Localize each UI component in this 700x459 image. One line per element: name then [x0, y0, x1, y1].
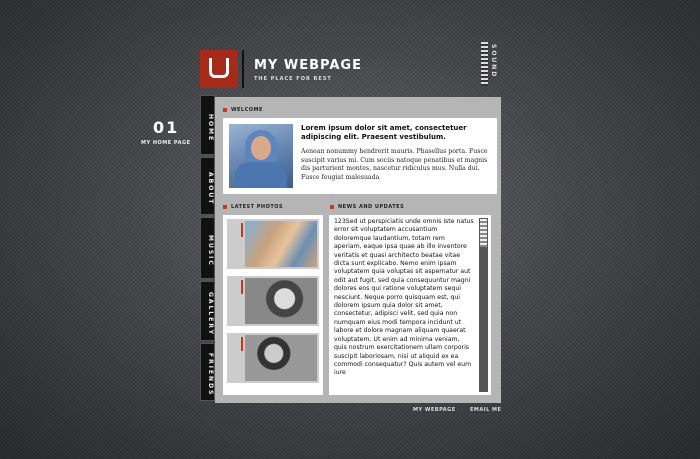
nav-item-friends[interactable]: FRIENDS [200, 343, 215, 401]
photos-heading [223, 204, 283, 210]
bullet-icon [223, 205, 227, 209]
news-text: 123Sed ut perspiciatis unde omnis iste natus error sit voluptatem accusantium doloremque laudantium, totam rem aperiam, eaque ipsa quae ab illo inventore veritatis et quasi architecto beatae vitae dicta sunt explicabo. Nemo enim ipsam voluptatem quia voluptas sit aspernatur aut odit aut fugit, sed quia consequuntur magni dolores eos qui ratione voluptatem sequi nesciunt. Neque porro quisquam est, qui dolorem ipsum quia dolor sit amet, consectetur, adipisci velit, sed quia non numquam eius modi tempora incidunt ut labore et dolore magnam aliquam quaerat voluptatem. Ut enim ad minima veniam, quis nostrum exercitationem ullam corporis suscipit laboriosam, nisi ut aliquid ex ea commodi consequatur? Quis autem vel eum iure [334, 218, 474, 377]
nav-item-gallery[interactable]: GALLERY [200, 281, 215, 341]
welcome-box [223, 118, 497, 194]
nav-item-music[interactable]: MUSIC [200, 217, 215, 279]
bullet-icon [330, 205, 334, 209]
footer-link-home[interactable]: MY WEBPAGE [413, 407, 456, 413]
news-box [329, 215, 491, 395]
sound-toggle[interactable] [481, 42, 501, 86]
latest-photos [223, 215, 323, 395]
logo-divider [242, 50, 244, 88]
nav-item-home[interactable]: HOME [200, 95, 215, 155]
news-heading [330, 204, 404, 210]
news-scrollbar[interactable] [479, 218, 488, 392]
sound-bars-icon [481, 42, 488, 86]
footer-link-email[interactable]: EMAIL ME [470, 407, 502, 413]
site-logo[interactable] [200, 50, 238, 88]
welcome-text: Aenean nonummy hendrerit mauris. Phasellus porta. Fusce suscipit varius mi. Cum sociis natoque penatibus et magnis dis parturient montes, nascetur ridiculus mus. Nulla dui. Fusce feugiat malesuada [301, 148, 488, 181]
scrollbar-thumb[interactable] [480, 219, 487, 247]
photo-thumbnail[interactable] [227, 219, 319, 269]
sound-label: SOUND [490, 44, 497, 79]
photo-thumbnail[interactable] [227, 276, 319, 326]
site-tagline: THE PLACE FOR REST [254, 76, 332, 82]
bullet-icon [223, 108, 227, 112]
welcome-photo [229, 124, 293, 188]
photos-heading-text: LATEST PHOTOS [231, 204, 284, 210]
site-title: MY WEBPAGE [254, 58, 362, 73]
nav-item-about[interactable]: ABOUT [200, 157, 215, 215]
welcome-lead: Lorem ipsum dolor sit amet, consectetuer adipiscing elit. Praesent vestibulum. [301, 124, 467, 141]
page-number: 01 [153, 118, 180, 137]
page-name: MY HOME PAGE [141, 140, 191, 146]
u-logo-icon [209, 58, 229, 78]
news-heading-text: NEWS AND UPDATES [338, 204, 405, 210]
photo-thumbnail[interactable] [227, 333, 319, 383]
welcome-heading [223, 107, 263, 113]
content-panel [215, 97, 501, 403]
welcome-heading-text: WELCOME [231, 107, 263, 113]
